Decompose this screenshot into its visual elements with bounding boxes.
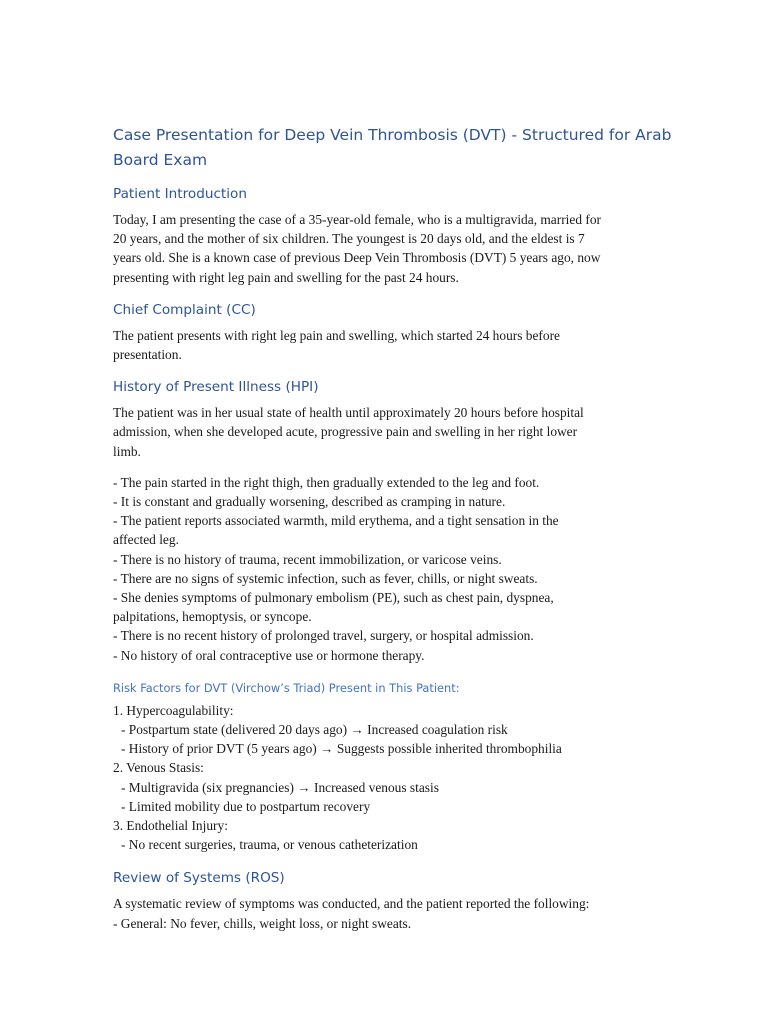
list-item: - There is no recent history of prolonged travel, surgery, or hospital admission. bbox=[113, 628, 534, 644]
list-item: - General: No fever, chills, weight loss, or night sweats. bbox=[113, 915, 412, 931]
risk-factors-heading: Risk Factors for DVT (Virchow’s Triad) Present in This Patient: bbox=[113, 680, 460, 695]
document-title-line-1: Case Presentation for Deep Vein Thrombosis (DVT) - Structured for Arab bbox=[113, 126, 672, 144]
list-item: - The pain started in the right thigh, then gradually extended to the leg and foot. bbox=[113, 474, 540, 490]
document-title-line-2: Board Exam bbox=[113, 151, 208, 169]
paragraph-line: admission, when she developed acute, progressive pain and swelling in her right lower bbox=[113, 424, 578, 440]
hpi-intro-paragraph bbox=[113, 403, 653, 461]
paragraph-line: Today, I am presenting the case of a 35-year-old female, who is a multigravida, married for bbox=[113, 212, 601, 227]
hpi-heading: History of Present Illness (HPI) bbox=[113, 379, 319, 396]
list-item: - No history of oral contraceptive use or hormone therapy. bbox=[113, 647, 425, 663]
list-item: - She denies symptoms of pulmonary embolism (PE), such as chest pain, dyspnea, bbox=[113, 590, 554, 606]
list-item: 1. Hypercoagulability: bbox=[113, 702, 234, 718]
list-item: - History of prior DVT (5 years ago) → Suggests possible inherited thrombophilia bbox=[121, 741, 562, 757]
hpi-bullet-list bbox=[113, 473, 653, 665]
list-item: - The patient reports associated warmth, mild erythema, and a tight sensation in the bbox=[113, 513, 559, 529]
list-item: 3. Endothelial Injury: bbox=[113, 818, 228, 834]
list-item: - There are no signs of systemic infection, such as fever, chills, or night sweats. bbox=[113, 570, 538, 586]
chief-complaint-paragraph bbox=[113, 326, 653, 364]
paragraph-line: presentation. bbox=[113, 347, 182, 363]
paragraph-line: limb. bbox=[113, 443, 141, 459]
list-item: - It is constant and gradually worsening, described as cramping in nature. bbox=[113, 494, 506, 510]
paragraph-line: presenting with right leg pain and swelling for the past 24 hours. bbox=[113, 269, 459, 285]
list-item: - No recent surgeries, trauma, or venous catheterization bbox=[121, 837, 418, 853]
paragraph-line: 20 years, and the mother of six children. The youngest is 20 days old, and the eldest is 7 bbox=[113, 231, 585, 247]
list-item: 2. Venous Stasis: bbox=[113, 760, 204, 776]
list-item: - There is no history of trauma, recent immobilization, or varicose veins. bbox=[113, 551, 502, 567]
risk-factors-list bbox=[113, 701, 653, 855]
ros-heading: Review of Systems (ROS) bbox=[113, 870, 285, 887]
paragraph-line: A systematic review of symptoms was conducted, and the patient reported the following: bbox=[113, 896, 590, 912]
list-item: affected leg. bbox=[113, 532, 179, 548]
paragraph-line: The patient was in her usual state of health until approximately 20 hours before hospital bbox=[113, 405, 584, 421]
list-item: - Limited mobility due to postpartum recovery bbox=[121, 798, 371, 814]
list-item: palpitations, hemoptysis, or syncope. bbox=[113, 609, 312, 625]
list-item: - Postpartum state (delivered 20 days ago) → Increased coagulation risk bbox=[121, 722, 508, 738]
patient-introduction-heading: Patient Introduction bbox=[113, 186, 247, 202]
chief-complaint-heading: Chief Complaint (CC) bbox=[113, 301, 256, 318]
document-title bbox=[113, 123, 672, 173]
paragraph-line: years old. She is a known case of previous Deep Vein Thrombosis (DVT) 5 years ago, now bbox=[113, 250, 601, 266]
paragraph-line: The patient presents with right leg pain and swelling, which started 24 hours before bbox=[113, 327, 560, 343]
patient-introduction-paragraph bbox=[113, 210, 653, 287]
list-item: - Multigravida (six pregnancies) → Increased venous stasis bbox=[121, 779, 439, 795]
document-body bbox=[113, 123, 672, 933]
ros-paragraph bbox=[113, 894, 653, 932]
